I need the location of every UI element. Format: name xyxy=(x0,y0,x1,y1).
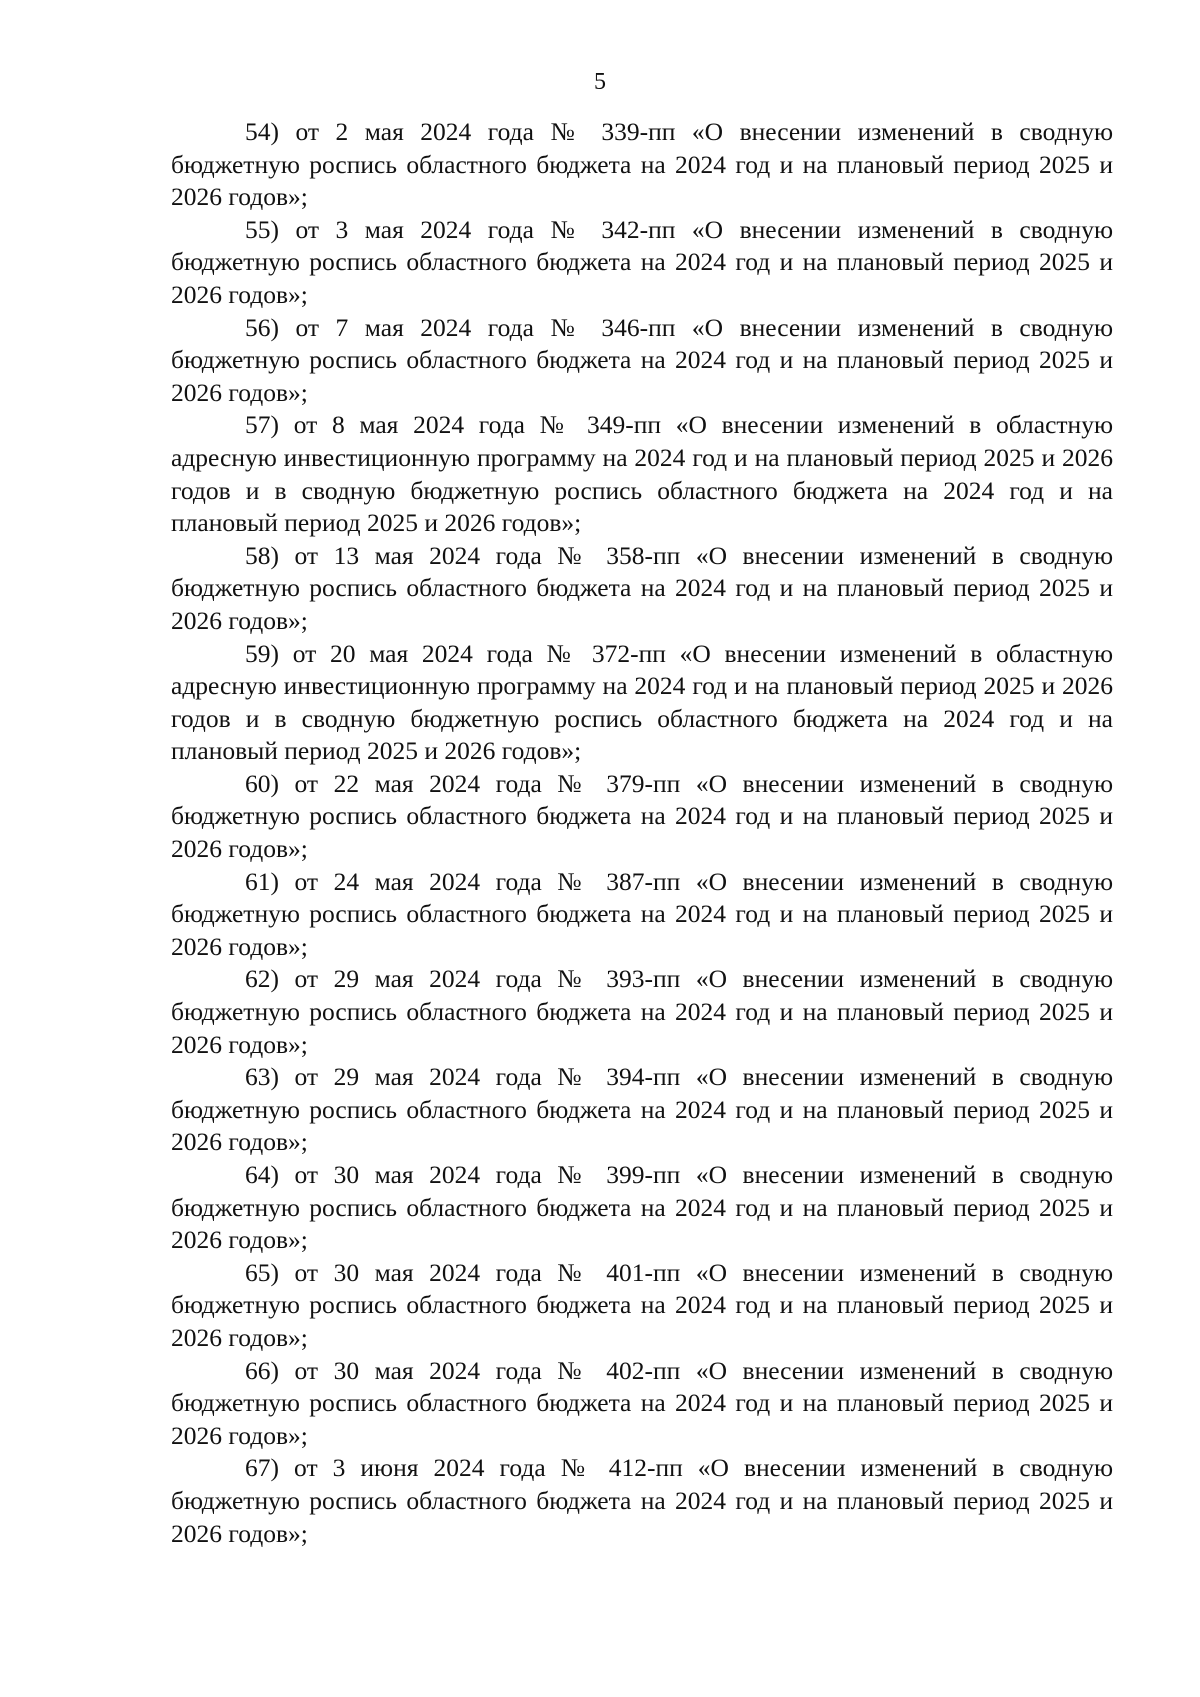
list-item-59: 59) от 20 мая 2024 года № 372-пп «О внесении изменений в областную адресную инвестиционную программу на 2024 год и на плановый период 2025 и 2026 годов и в сводную бюджетную роспись областного бюджета на 2024 год и на плановый период 2025 и 2026 годов»; xyxy=(171,638,1113,766)
list-item-57: 57) от 8 мая 2024 года № 349-пп «О внесении изменений в областную адресную инвестиционную программу на 2024 год и на плановый период 2025 и 2026 годов и в сводную бюджетную роспись областного бюджета на 2024 год и на плановый период 2025 и 2026 годов»; xyxy=(171,410,1113,538)
list-item-62: 62) от 29 мая 2024 года № 393-пп «О внесении изменений в сводную бюджетную роспись областного бюджета на 2024 год и на плановый период 2025 и 2026 годов»; xyxy=(171,964,1113,1059)
list-item-60: 60) от 22 мая 2024 года № 379-пп «О внесении изменений в сводную бюджетную роспись областного бюджета на 2024 год и на плановый период 2025 и 2026 годов»; xyxy=(171,768,1113,864)
list-item-66: 66) от 30 мая 2024 года № 402-пп «О внесении изменений в сводную бюджетную роспись областного бюджета на 2024 год и на плановый период 2025 и 2026 годов»; xyxy=(171,1355,1113,1450)
list-item-56: 56) от 7 мая 2024 года № 346-пп «О внесении изменений в сводную бюджетную роспись областного бюджета на 2024 год и на плановый период 2025 и 2026 годов»; xyxy=(171,312,1113,407)
list-item-61: 61) от 24 мая 2024 года № 387-пп «О внесении изменений в сводную бюджетную роспись областного бюджета на 2024 год и на плановый период 2025 и 2026 годов»; xyxy=(171,866,1113,961)
page-number: 5 xyxy=(594,69,606,95)
list-item-55: 55) от 3 мая 2024 года № 342-пп «О внесении изменений в сводную бюджетную роспись областного бюджета на 2024 год и на плановый период 2025 и 2026 годов»; xyxy=(171,214,1113,309)
list-item-67: 67) от 3 июня 2024 года № 412-пп «О внесении изменений в сводную бюджетную роспись областного бюджета на 2024 год и на плановый период 2025 и 2026 годов»; xyxy=(171,1453,1113,1548)
list-item-65: 65) от 30 мая 2024 года № 401-пп «О внесении изменений в сводную бюджетную роспись областного бюджета на 2024 год и на плановый период 2025 и 2026 годов»; xyxy=(171,1257,1113,1352)
list-item-64: 64) от 30 мая 2024 года № 399-пп «О внесении изменений в сводную бюджетную роспись областного бюджета на 2024 год и на плановый период 2025 и 2026 годов»; xyxy=(171,1160,1113,1255)
list-item-63: 63) от 29 мая 2024 года № 394-пп «О внесении изменений в сводную бюджетную роспись областного бюджета на 2024 год и на плановый период 2025 и 2026 годов»; xyxy=(171,1062,1113,1157)
document-body xyxy=(171,116,1113,1550)
list-item-58: 58) от 13 мая 2024 года № 358-пп «О внесении изменений в сводную бюджетную роспись областного бюджета на 2024 год и на плановый период 2025 и 2026 годов»; xyxy=(171,540,1113,635)
list-item-54: 54) от 2 мая 2024 года № 339-пп «О внесении изменений в сводную бюджетную роспись областного бюджета на 2024 год и на плановый период 2025 и 2026 годов»; xyxy=(171,117,1113,212)
